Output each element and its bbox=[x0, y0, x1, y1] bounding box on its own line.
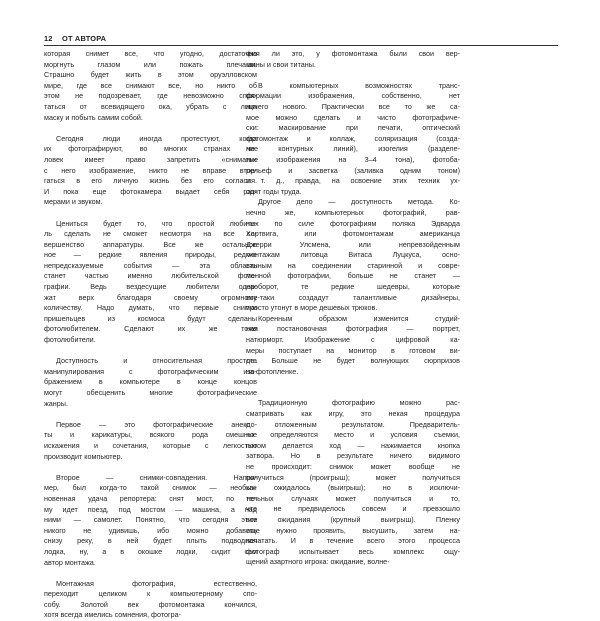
text-line: не происходит: снимок может вообще не bbox=[246, 461, 460, 471]
text-line: Джерри Улсмена, или непревзойденным bbox=[246, 239, 460, 249]
paragraph bbox=[246, 314, 460, 378]
text-line: собу. Золотой век фотомонтажа кончился, bbox=[44, 599, 257, 609]
text-line: фотолюбителем. Сделают их же тоже bbox=[44, 324, 257, 334]
paragraph bbox=[246, 49, 460, 70]
text-line: мер, был когда-то такой снимок — необык- bbox=[44, 483, 257, 493]
text-line: ними — самолет. Понятно, что сегодня этим bbox=[44, 515, 257, 525]
text-line: Сегодня люди иногда протестуют, когда bbox=[56, 133, 257, 143]
text-line: ловек имеет право запретить «снимать» bbox=[44, 154, 257, 164]
text-line: Второе — снимки-совпадения. Напри- bbox=[56, 472, 257, 482]
paragraph bbox=[44, 356, 257, 409]
text-line: потом делается ход — нажимается кнопка bbox=[246, 440, 460, 450]
text-line: что не предвиделось совсем и превзошло bbox=[246, 504, 460, 514]
text-line: формации изображения, собственно, нет bbox=[246, 91, 460, 101]
text-line: все ожидания (крупный выигрыш). Пленку bbox=[246, 514, 460, 524]
text-line: натюрморт. Изображение с цифровой ка- bbox=[246, 335, 460, 345]
text-line: как ожидалось (выигрыш); но в исключи- bbox=[246, 483, 460, 493]
running-header bbox=[44, 33, 558, 46]
paragraph bbox=[44, 420, 257, 462]
text-line: моргнуть глазом или пожать плечами. bbox=[44, 59, 257, 69]
text-line: гаться в его личную жизнь без его согласия. bbox=[44, 176, 257, 186]
text-line: Хартвига, или фотомонтажам американца bbox=[246, 229, 460, 239]
text-line: щений азартного игрока: ожидание, волне- bbox=[246, 557, 390, 567]
text-line: меры поступает на монитор в готовом ви- bbox=[246, 345, 460, 355]
text-line: ты и карикатуры, всякого рода смешные bbox=[44, 430, 257, 440]
section-title: ОТ АВТОРА bbox=[62, 34, 107, 43]
text-line: их фотографируют, во многих странах че- bbox=[44, 144, 257, 154]
text-line: бражением в компьютере в конце концов bbox=[44, 377, 257, 387]
text-line: Традиционную фотографию можно рас- bbox=[258, 398, 460, 408]
text-line: ски: маскирование при печати, оптический bbox=[246, 123, 460, 133]
text-line: монтажам литовца Витаса Луцкуса, осно- bbox=[246, 250, 460, 260]
paragraph bbox=[246, 81, 460, 198]
text-line: непредсказуемые события — эта область bbox=[44, 260, 257, 270]
text-line: станет частью именно любительской фото- bbox=[44, 271, 257, 281]
text-line: Коренным образом изменится студий- bbox=[258, 313, 460, 323]
text-line: могут обесценить многие фотографические bbox=[44, 388, 257, 397]
text-line: фотограф испытывает весь комплекс ощу- bbox=[246, 546, 460, 556]
text-line: Первое — это фотографические анекдо- bbox=[56, 419, 257, 429]
text-line: ных по силе фотографиям поляка Эдварда bbox=[246, 218, 460, 228]
text-line: количеству. Надо думать, что первые снимки bbox=[44, 303, 257, 313]
text-line: которая снимет все, что угодно, достаточно bbox=[44, 49, 257, 58]
text-line: ванным на соединении старинной и совре- bbox=[246, 260, 460, 270]
text-line: но определяются место и условия съемки, bbox=[246, 430, 460, 440]
text-line: новенная удача репортера: снят мост, по не- bbox=[44, 493, 257, 503]
text-line: ная постановочная фотография — портрет, bbox=[246, 324, 460, 334]
text-line: мире, где все снимают все, но никто об bbox=[44, 80, 257, 90]
text-line: еще нужно проявить, высушить, затем на- bbox=[246, 525, 460, 535]
text-line: шины и свои титаны. bbox=[246, 59, 316, 69]
text-line: тельных случаях может получиться и то, bbox=[246, 493, 460, 503]
page-number: 12 bbox=[44, 34, 53, 43]
text-line: жанры. bbox=[44, 398, 68, 408]
text-line: ль сделать не сможет несмотря на все со- bbox=[44, 229, 257, 239]
text-line: таться от всевидящего ока, убрать с лица bbox=[44, 101, 257, 111]
right-text-column bbox=[246, 49, 460, 568]
text-line: снизу реку, в ней будет плыть подводная bbox=[44, 536, 257, 546]
text-line: наоборот, те редкие шедевры, которые bbox=[246, 282, 460, 292]
text-line: все-таки создадут талантливые дизайнеры, bbox=[246, 292, 460, 302]
text-line: Цениться будет то, что простой любите- bbox=[56, 218, 257, 228]
text-line: нечно же, компьютерных фотографий, рав- bbox=[246, 207, 460, 217]
text-line: менной фотографии, больше не станет — bbox=[246, 271, 460, 281]
text-line: де. Больше не будет волнующих сюрпризов bbox=[246, 356, 460, 366]
text-line: переходит целиком к компьютерному спо- bbox=[44, 589, 257, 599]
text-line: просто утонут в море дешевых трюков. bbox=[246, 303, 378, 313]
paragraph bbox=[246, 398, 460, 568]
text-line: ное — редкие явления природы, редкие bbox=[44, 250, 257, 260]
text-line: му идет поезд, под мостом — машина, а над bbox=[44, 504, 257, 514]
text-line: маску и побыть самим собой. bbox=[44, 112, 143, 122]
text-line: автор монтажа. bbox=[44, 557, 96, 567]
text-line: ничего нового. Практически все то же са- bbox=[246, 101, 460, 111]
text-line: Страшно будет жить в этом оруэлловском bbox=[44, 70, 257, 80]
paragraph bbox=[44, 219, 257, 346]
text-line: производит компьютер. bbox=[44, 451, 123, 461]
text-line: рельеф и засветка (заливка одним тоном) bbox=[246, 165, 460, 175]
text-line: пришельцев из космоса будут сделаны bbox=[44, 313, 257, 323]
text-line: В компьютерных возможностях транс- bbox=[258, 80, 460, 90]
text-line: ние контурных линий), изогелия (разделе- bbox=[246, 144, 460, 154]
text-line: мерами и звуком. bbox=[44, 197, 103, 207]
text-line: печатать. И в течение всего этого процесса bbox=[246, 536, 460, 546]
text-line: Другое дело — доступность метода. Ко- bbox=[258, 197, 460, 207]
text-line: ние изображения на 3–4 тона), фотоба- bbox=[246, 154, 460, 164]
text-line: фотомонтаж и коллаж, соляризация (созда- bbox=[246, 133, 460, 143]
text-line: и т. д., правда, на освоение этих техник ух- bbox=[246, 176, 460, 186]
paragraph bbox=[44, 49, 257, 123]
text-line: Монтажная фотография, естественно, bbox=[56, 578, 257, 588]
text-line: искажения и сочетания, которые с легкостью bbox=[44, 440, 257, 450]
text-line: одят годы труда. bbox=[246, 186, 302, 196]
text-line: затвора. Но в результате ничего видимого bbox=[246, 451, 460, 461]
text-line: этом не подозревает, где невозможно спря- bbox=[44, 91, 257, 101]
text-line: с отложенным результатом. Предваритель- bbox=[246, 419, 460, 429]
text-line: фотолюбители. bbox=[44, 335, 96, 345]
paragraph bbox=[246, 197, 460, 314]
text-line: на фотопленке. bbox=[246, 366, 299, 376]
text-line: жат верх благодаря своему огромному bbox=[44, 292, 257, 302]
text-line: фия ли это, у фотомонтажа были свои вер- bbox=[246, 49, 460, 58]
paragraph bbox=[44, 579, 257, 621]
paragraph bbox=[44, 134, 257, 208]
text-line: сматривать как игру, это некая процедура bbox=[246, 409, 460, 418]
text-line: лодка, ну, а в окошке лодки, сидит сам bbox=[44, 546, 257, 556]
text-line: графии. Ведь вездесущие любители одер- bbox=[44, 282, 257, 292]
left-text-column bbox=[44, 49, 257, 621]
text-line: хотя всегда имелись сомнения, фотогра- bbox=[44, 610, 182, 620]
text-line: получиться (проигрыш); может получиться bbox=[246, 472, 460, 482]
text-line: никого не удивишь, ибо можно добавить bbox=[44, 525, 257, 535]
text-line: И пока еще фотокамера выдает себя раз- bbox=[44, 186, 257, 196]
text-line: с него изображение, никто не вправе втор- bbox=[44, 165, 257, 175]
text-line: вершенство аппаратуры. Все же остальное bbox=[44, 239, 257, 249]
text-line: Доступность и относительная простота bbox=[56, 356, 257, 366]
text-line: мое можно сделать и чисто фотографиче- bbox=[246, 112, 460, 122]
paragraph bbox=[44, 473, 257, 568]
text-line: манипулирования с фотографическим изо- bbox=[44, 366, 257, 376]
